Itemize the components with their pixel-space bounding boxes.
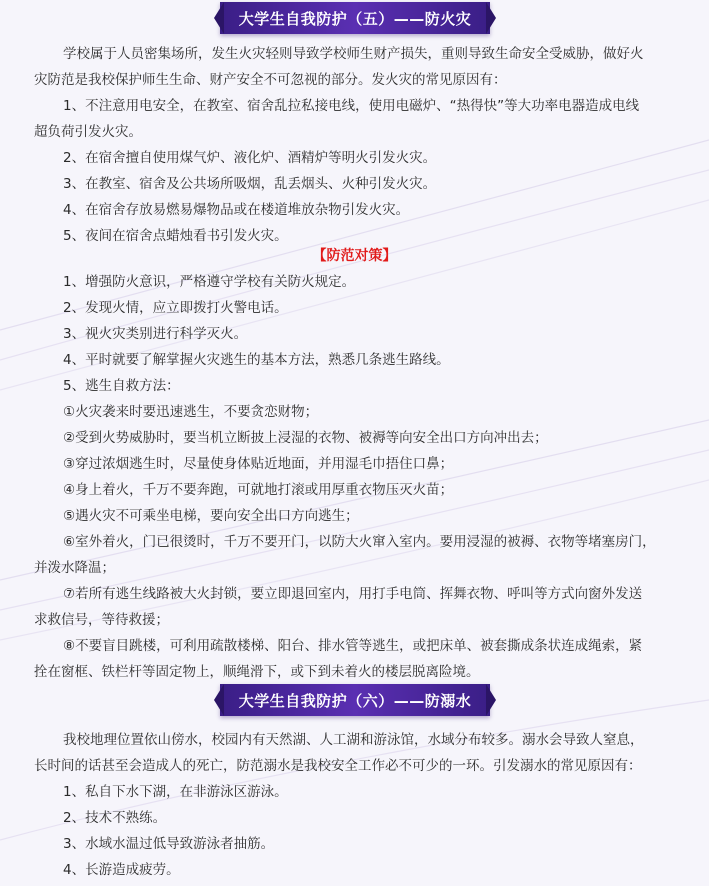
section-title: 大学生自我防护（六）——防溺水 <box>238 691 472 710</box>
list-item: 5、夜间在宿舍点蜡烛看书引发火灾。 <box>63 228 288 244</box>
paragraph-line: 灾防范是我校保护师生生命、财产安全不可忽视的部分。发火灾的常见原因有： <box>34 72 507 88</box>
escape-step-continuation: 拴在窗框、铁栏杆等固定物上，顺绳滑下，或下到未着火的楼层脱离险境。 <box>34 664 480 680</box>
list-item-continuation: 超负荷引发火灾。 <box>34 124 142 140</box>
list-item: 2、技术不熟练。 <box>63 810 167 826</box>
escape-step-continuation: 求救信号，等待救援； <box>34 612 169 628</box>
escape-step-continuation: 并泼水降温； <box>34 560 115 576</box>
paragraph-line: 我校地理位置依山傍水，校园内有天然湖、人工湖和游泳馆，水域分布较多。溺水会导致人窒息， <box>63 732 644 748</box>
escape-step: ②受到火势威胁时，要当机立断披上浸湿的衣物、被褥等向安全出口方向冲出去； <box>63 430 548 446</box>
escape-step: ⑤遇火灾不可乘坐电梯，要向安全出口方向逃生； <box>63 508 359 524</box>
list-item: 1、增强防火意识，严格遵守学校有关防火规定。 <box>63 274 356 290</box>
measures-subtitle: 【防范对策】 <box>312 248 397 264</box>
section-title: 大学生自我防护（五）——防火灾 <box>238 9 472 28</box>
list-item: 4、在宿舍存放易燃易爆物品或在楼道堆放杂物引发火灾。 <box>63 202 410 218</box>
list-item: 4、平时就要了解掌握火灾逃生的基本方法，熟悉几条逃生路线。 <box>63 352 450 368</box>
list-item: 1、不注意用电安全，在教室、宿舍乱拉私接电线，使用电磁炉、“热得快”等大功率电器造成电线 <box>63 98 640 114</box>
escape-step: ⑦若所有逃生线路被大火封锁，要立即退回室内，用打手电筒、挥舞衣物、呼叫等方式向窗外发送 <box>63 586 643 602</box>
escape-step: ③穿过浓烟逃生时，尽量使身体贴近地面，并用湿毛巾捂住口鼻； <box>63 456 454 472</box>
list-item: 4、长游造成疲劳。 <box>63 862 180 878</box>
paragraph-line: 学校属于人员密集场所，发生火灾轻则导致学校师生财产损失，重则导致生命安全受威胁，做好火 <box>63 46 644 62</box>
list-item: 3、水域水温过低导致游泳者抽筋。 <box>63 836 275 852</box>
escape-step: ④身上着火，千万不要奔跑，可就地打滚或用厚重衣物压灭火苗； <box>63 482 454 498</box>
list-item: 3、视火灾类别进行科学灭火。 <box>63 326 248 342</box>
list-item: 2、在宿舍擅自使用煤气炉、液化炉、酒精炉等明火引发火灾。 <box>63 150 437 166</box>
section-title-banner <box>220 684 490 716</box>
section-title-banner <box>220 2 490 34</box>
paragraph-line: 长时间的话甚至会造成人的死亡，防范溺水是我校安全工作必不可少的一环。引发溺水的常见原因有： <box>34 758 642 774</box>
escape-step: ⑥室外着火，门已很烫时，千万不要开门，以防大火窜入室内。要用浸湿的被褥、衣物等堵塞房门， <box>63 534 656 550</box>
escape-step: ①火灾袭来时要迅速逃生，不要贪恋财物； <box>63 404 319 420</box>
list-item: 1、私自下水下湖，在非游泳区游泳。 <box>63 784 288 800</box>
escape-step: ⑧不要盲目跳楼，可利用疏散楼梯、阳台、排水管等逃生，或把床单、被套撕成条状连成绳索，紧 <box>63 638 643 654</box>
list-item: 3、在教室、宿舍及公共场所吸烟，乱丢烟头、火种引发火灾。 <box>63 176 437 192</box>
list-item: 2、发现火情，应立即拨打火警电话。 <box>63 300 288 316</box>
list-item: 5、逃生自救方法： <box>63 378 180 394</box>
